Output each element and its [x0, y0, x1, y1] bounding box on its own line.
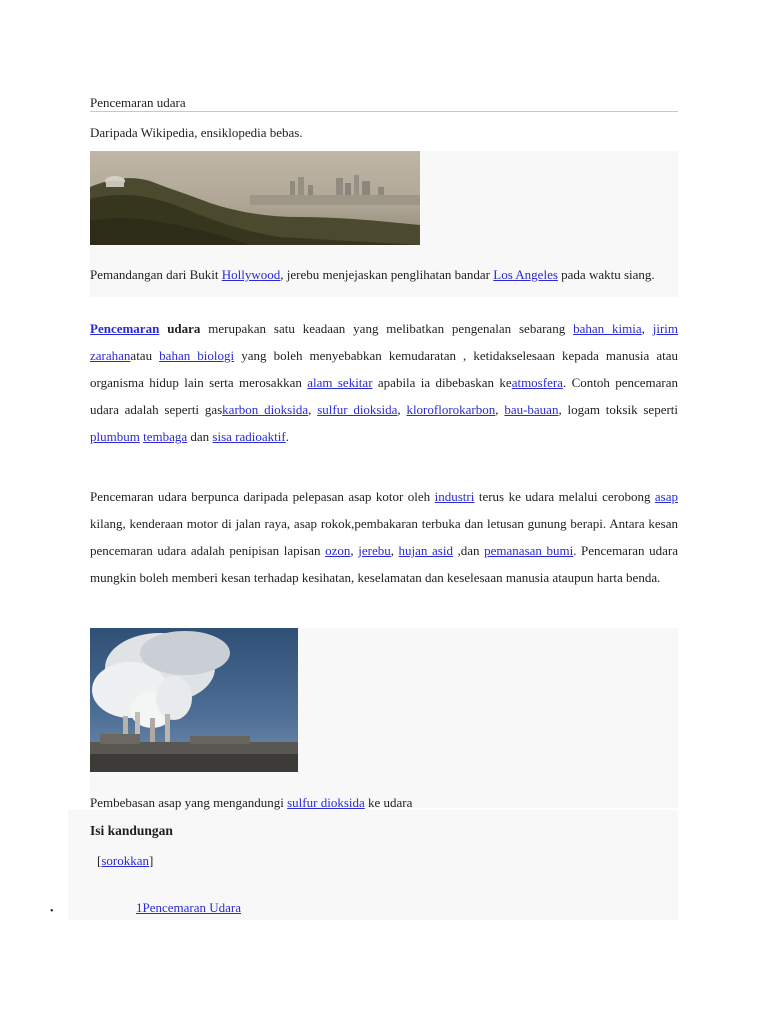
text-segment: , [308, 402, 318, 417]
link-hujan-asid[interactable]: hujan asid [398, 543, 453, 558]
text-segment: . [285, 429, 289, 444]
text-segment: , logam toksik seperti [558, 402, 679, 417]
paragraph-causes [90, 483, 678, 591]
link-bahan-kimia[interactable]: bahan kimia [573, 321, 642, 336]
toc-item-pencemaran-udara[interactable]: 1Pencemaran Udara [136, 900, 242, 915]
link-karbon-dioksida[interactable]: karbon dioksida [222, 402, 309, 417]
link-jerebu[interactable]: jerebu [358, 543, 391, 558]
text-segment: terus ke udara melalui cerobong [474, 489, 655, 504]
toc-bullet: • [50, 906, 54, 917]
link-pencemaran[interactable]: Pencemaran [90, 321, 160, 336]
paragraph-definition [90, 315, 678, 450]
link-sisa-radioaktif[interactable]: sisa radioaktif [212, 429, 286, 444]
link-jirim-zarahan[interactable]: jirim zarahan [90, 321, 678, 363]
text-segment: Pemandangan dari Bukit [90, 267, 222, 282]
toc-hide-link[interactable]: sorokkan [101, 853, 150, 868]
text-segment: , [641, 321, 653, 336]
text-segment: apabila ia dibebaskan ke [372, 375, 512, 390]
text-segment: dan [187, 429, 213, 444]
link-sulfur-dioksida[interactable]: sulfur dioksida [287, 795, 365, 810]
link-bau-bauan[interactable]: bau-bauan [504, 402, 559, 417]
text-segment: ke udara [364, 795, 413, 810]
link-ozon[interactable]: ozon [325, 543, 351, 558]
link-los-angeles[interactable]: Los Angeles [493, 267, 558, 282]
text-segment: kilang, kenderaan motor di jalan raya, asap rokok,pembakaran terbuka dan letusan gunung berapi. Antara kesan pencemaran udara adalah penipisan lapisan [90, 516, 678, 558]
text-segment: Pembebasan asap yang mengandungi [90, 795, 288, 810]
link-industri[interactable]: industri [434, 489, 475, 504]
text-segment: , [495, 402, 505, 417]
page-subtitle: Daripada Wikipedia, ensiklopedia bebas. [90, 125, 303, 140]
text-segment: ,dan [452, 543, 485, 558]
link-hollywood[interactable]: Hollywood [221, 267, 281, 282]
link-atmosfera[interactable]: atmosfera [511, 375, 563, 390]
toc-toggle-open-bracket: [ [97, 853, 102, 868]
text-segment: , jerebu menjejaskan penglihatan bandar [280, 267, 494, 282]
toc-title: Isi kandungan [90, 823, 173, 838]
text-segment: Pencemaran udara berpunca daripada pelepasan asap kotor oleh [90, 489, 435, 504]
hollywood-hills-photo[interactable] [90, 151, 420, 245]
link-alam-sekitar[interactable]: alam sekitar [307, 375, 373, 390]
text-segment: , [397, 402, 407, 417]
link-plumbum[interactable]: plumbum [90, 429, 140, 444]
text-segment: . Contoh pencemaran udara adalah seperti gas [90, 375, 679, 417]
table-of-contents [50, 810, 678, 920]
text-segment: atau [130, 348, 160, 363]
link-sulfur-dioksida[interactable]: sulfur dioksida [317, 402, 398, 417]
link-asap[interactable]: asap [654, 489, 679, 504]
text-segment: , [350, 543, 359, 558]
title-divider [90, 111, 678, 112]
smokestack-emission-photo[interactable] [90, 628, 298, 772]
link-kloroflorokarbon[interactable]: kloroflorokarbon [406, 402, 496, 417]
toc-toggle [97, 852, 153, 870]
link-bahan-biologi[interactable]: bahan biologi [159, 348, 235, 363]
figure-smokestack [90, 628, 678, 808]
text-segment: merupakan satu keadaan yang melibatkan pengenalan sebarang [200, 321, 574, 336]
link-pemanasan-bumi[interactable]: pemanasan bumi [484, 543, 574, 558]
text-segment: , [390, 543, 399, 558]
toc-toggle-close-bracket: ] [149, 853, 154, 868]
bold-text: udara [167, 321, 201, 336]
page-title: Pencemaran udara [90, 95, 186, 110]
figure-caption-hollywood [90, 261, 678, 288]
text-segment: yang boleh menyebabkan kemudaratan , ketidakselesaan kepada manusia atau organisma hidup lain serta merosakkan [90, 348, 678, 390]
text-segment: pada waktu siang. [557, 267, 655, 282]
link-tembaga[interactable]: tembaga [143, 429, 188, 444]
text-segment [159, 321, 167, 336]
text-segment: . Pencemaran udara mungkin boleh memberi kesan terhadap kesihatan, keselamatan dan keselesaan manusia ataupun harta benda. [90, 543, 678, 585]
